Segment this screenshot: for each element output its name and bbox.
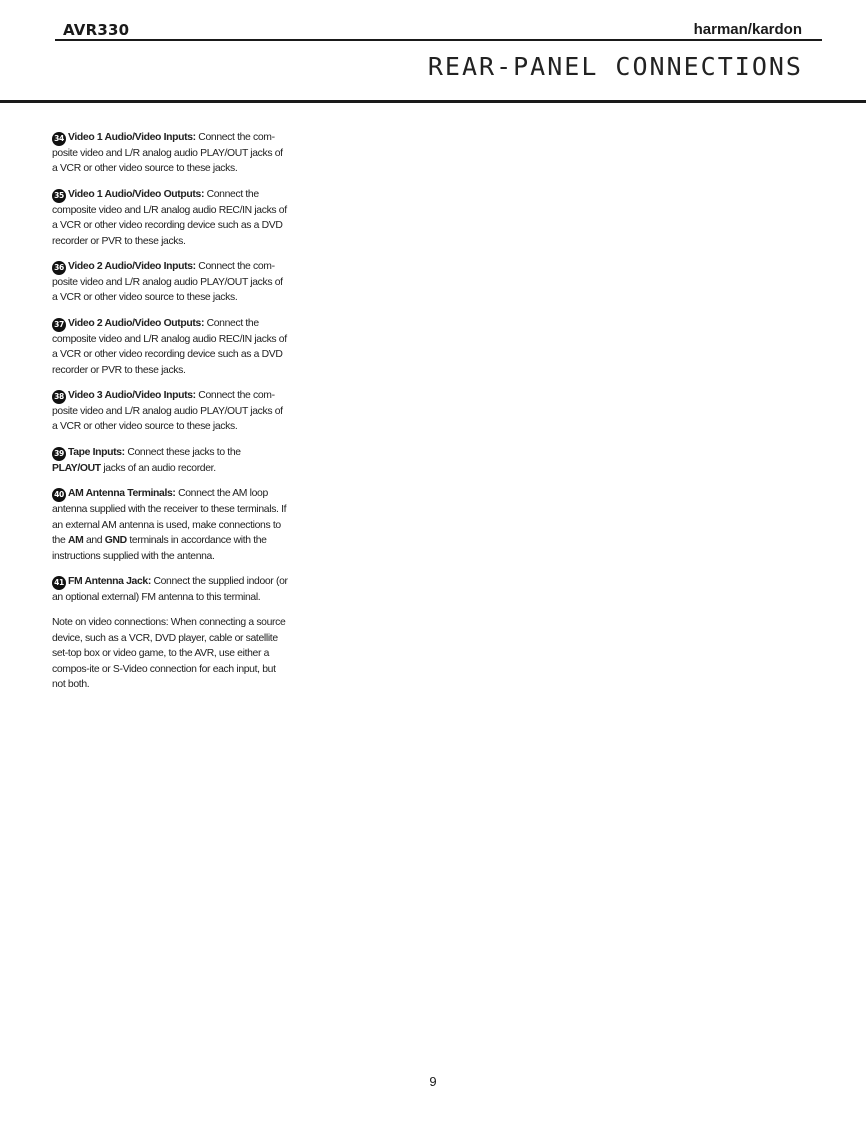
- section-rule: [0, 100, 866, 103]
- connection-term: AM: [67, 535, 84, 547]
- connection-term: PLAY/OUT: [52, 462, 101, 474]
- connection-description: jacks of an audio recorder.: [100, 462, 216, 474]
- connection-item: [52, 445, 288, 476]
- connection-term: Tape Inputs:: [68, 446, 125, 458]
- callout-number-icon: 36: [52, 261, 66, 275]
- page-number: 9: [429, 1074, 437, 1089]
- model-name: AVR330: [63, 21, 130, 39]
- header-rule: [55, 39, 822, 41]
- connection-description: and: [83, 535, 105, 547]
- callout-number-icon: 40: [52, 488, 66, 502]
- connection-description: Connect the com-posite video and L/R analog audio PLAY/OUT jacks of a VCR or other video source to these jacks.: [52, 390, 283, 433]
- callout-number-icon: 34: [52, 132, 66, 146]
- video-connections-note: Note on video connections: When connecting a source device, such as a VCR, DVD player, cable or satellite set-top box or video game, to the AVR, use either a compos-ite or S-Video connection for each input, but not both.: [52, 617, 286, 690]
- connection-term: Video 2 Audio/Video Outputs:: [68, 317, 205, 329]
- connection-item: [52, 316, 288, 378]
- connection-item: [52, 388, 288, 435]
- callout-number-icon: 38: [52, 390, 66, 404]
- connection-description: Connect the composite video and L/R analog audio REC/IN jacks of a VCR or other video recording device such as a DVD recorder or PVR to these jacks.: [52, 317, 287, 376]
- connection-list: [52, 130, 288, 605]
- connection-term: GND: [104, 535, 127, 547]
- connection-item: [52, 486, 288, 564]
- connection-term: AM Antenna Terminals:: [68, 488, 176, 500]
- connection-item: [52, 259, 288, 306]
- callout-number-icon: 41: [52, 576, 66, 590]
- connection-term: FM Antenna Jack:: [68, 575, 151, 587]
- connection-term: Video 1 Audio/Video Outputs:: [68, 188, 205, 200]
- callout-number-icon: 39: [52, 447, 66, 461]
- connection-item: [52, 130, 288, 177]
- connection-description: Connect the composite video and L/R analog audio REC/IN jacks of a VCR or other video recording device such as a DVD recorder or PVR to these jacks.: [52, 188, 287, 247]
- connection-description: Connect these jacks to the: [124, 446, 241, 458]
- connection-description: Connect the com-posite video and L/R analog audio PLAY/OUT jacks of a VCR or other video source to these jacks.: [52, 261, 283, 304]
- connection-item: [52, 574, 288, 605]
- text-column: [52, 130, 288, 702]
- connection-item: [52, 187, 288, 249]
- callout-number-icon: 35: [52, 189, 66, 203]
- section-title: REAR-PANEL CONNECTIONS: [427, 52, 803, 81]
- brand-name: harman/kardon: [693, 21, 802, 38]
- connection-description: Connect the supplied indoor (or an optional external) FM antenna to this terminal.: [52, 575, 288, 603]
- connection-description: Connect the com-posite video and L/R analog audio PLAY/OUT jacks of a VCR or other video source to these jacks.: [52, 132, 283, 175]
- connection-term: Video 1 Audio/Video Inputs:: [68, 132, 196, 143]
- connection-term: Video 3 Audio/Video Inputs:: [68, 390, 196, 402]
- connection-description: Connect the AM loop antenna supplied with the receiver to these terminals. If an external AM antenna is used, make connections to the: [52, 488, 287, 547]
- connection-term: Video 2 Audio/Video Inputs:: [68, 261, 196, 273]
- connection-description: terminals in accordance with the instructions supplied with the antenna.: [52, 535, 267, 562]
- callout-number-icon: 37: [52, 318, 66, 332]
